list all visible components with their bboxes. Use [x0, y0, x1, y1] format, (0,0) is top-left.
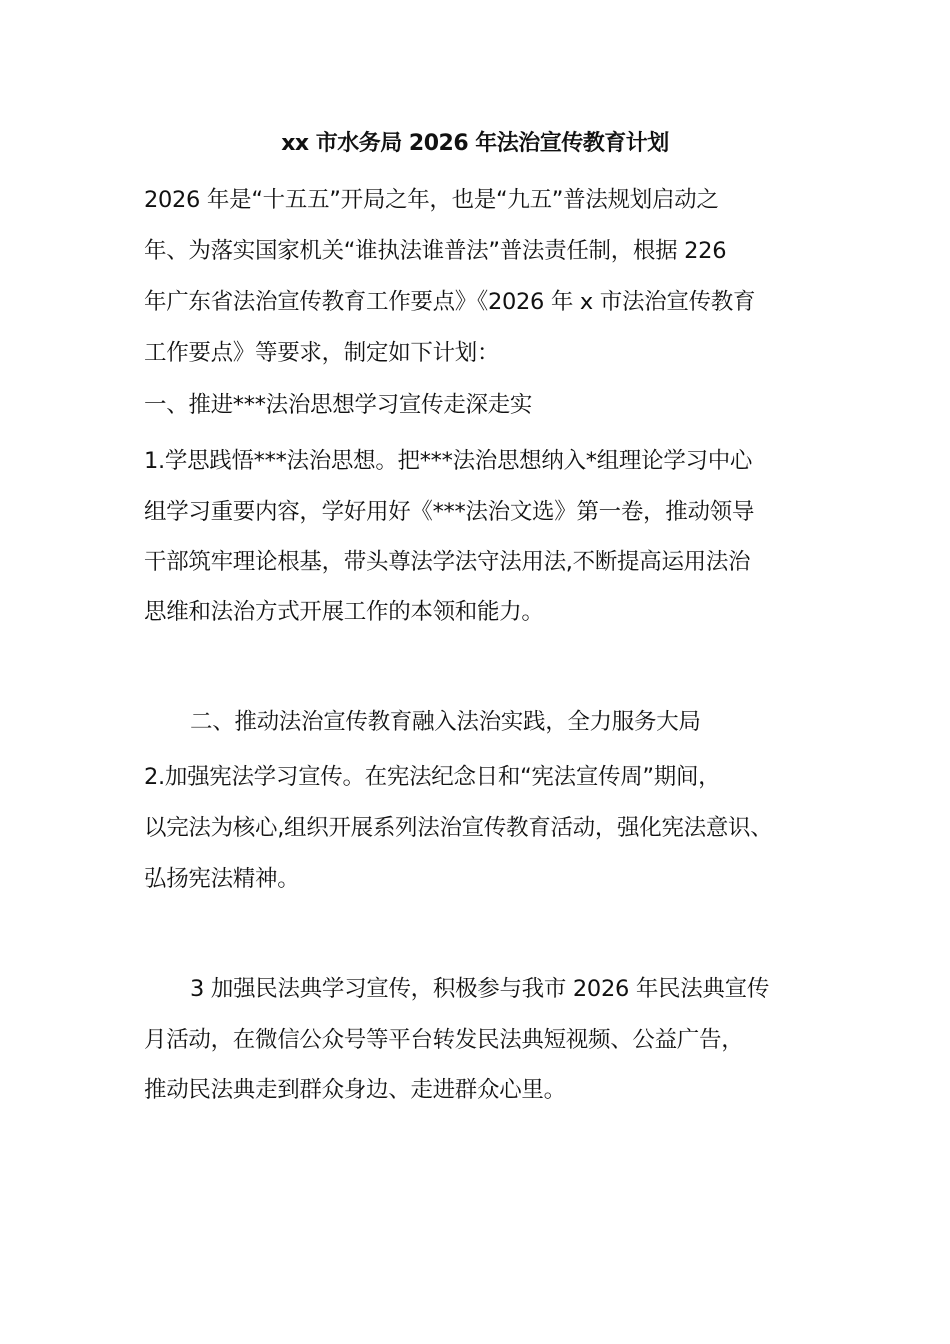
text-line: 2.加强宪法学习宣传。在宪法纪念日和“宪法宣传周”期间， — [144, 764, 721, 790]
text-line: 组学习重要内容，学好用好《***法治文选》第一卷，推动领导 — [144, 499, 755, 525]
text-line: 3 加强民法典学习宣传，积极参与我市 2026 年民法典宣传 — [190, 976, 770, 1002]
text-line: 2026 年是“十五五”开局之年，也是“九五”普法规划启动之 — [144, 187, 719, 213]
text-line: 月活动，在微信公众号等平台转发民法典短视频、公益广告， — [144, 1027, 744, 1053]
text-line: 干部筑牢理论根基，带头尊法学法守法用法,不断提高运用法治 — [144, 549, 751, 575]
text-line: 1.学思践悟***法治思想。把***法治思想纳入*组理论学习中心 — [144, 448, 753, 474]
text-line: 思维和法治方式开展工作的本领和能力。 — [144, 599, 544, 625]
text-line: 工作要点》等要求，制定如下计划： — [144, 340, 500, 366]
text-line: 年、为落实国家机关“谁执法谁普法”普法责任制，根据 226 — [144, 238, 727, 264]
text-line: 弘扬宪法精神。 — [144, 866, 300, 892]
text-line: 以完法为核心,组织开展系列法治宣传教育活动，强化宪法意识、 — [144, 815, 773, 841]
text-line: 年广东省法治宣传教育工作要点》《2026 年 x 市法治宣传教育 — [144, 289, 756, 315]
section-heading-2: 二、推动法治宣传教育融入法治实践，全力服务大局 — [190, 709, 701, 735]
section-heading-1: 一、推进***法治思想学习宣传走深走实 — [144, 392, 533, 418]
document-title: xx 市水务局 2026 年法治宣传教育计划 — [281, 131, 669, 156]
text-line: 推动民法典走到群众身边、走进群众心里。 — [144, 1077, 566, 1103]
